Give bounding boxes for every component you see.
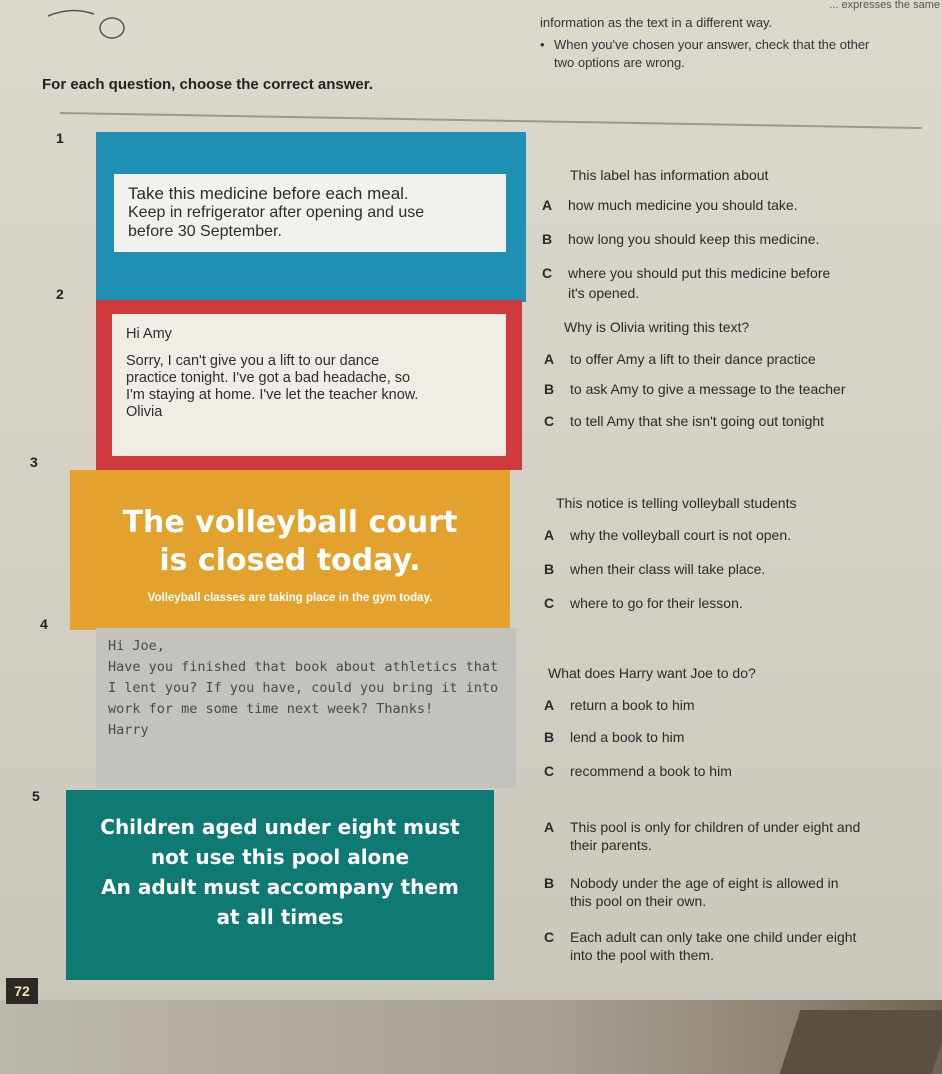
option-2c[interactable]: C to tell Amy that she isn't going out tonight xyxy=(544,413,825,429)
question-prompt-2: Why is Olivia writing this text? xyxy=(564,319,750,335)
sign-line: Take this medicine before each meal. xyxy=(128,184,409,203)
option-1a[interactable]: A how much medicine you should take. xyxy=(542,197,798,213)
tips-line-2b: two options are wrong. xyxy=(554,55,685,70)
notice-headline: The volleyball court xyxy=(122,505,458,540)
sign-line: not use this pool alone xyxy=(150,845,410,869)
medicine-label-sign xyxy=(96,132,526,302)
option-5b[interactable]: B Nobody under the age of eight is allowed in xyxy=(544,875,839,891)
tips-fragment: ... expresses the same xyxy=(829,0,940,11)
sign-line: An adult must accompany them xyxy=(101,875,459,899)
option-4a[interactable]: A return a book to him xyxy=(544,697,695,713)
option-5b-continued: this pool on their own. xyxy=(570,893,707,909)
option-2a[interactable]: A to offer Amy a lift to their dance practice xyxy=(544,351,816,367)
option-3a[interactable]: A why the volleyball court is not open. xyxy=(544,527,792,543)
option-2b[interactable]: B to ask Amy to give a message to the teacher xyxy=(544,381,846,397)
question-number-2: 2 xyxy=(56,286,64,302)
divider-line xyxy=(60,112,922,129)
option-1c[interactable]: C where you should put this medicine before xyxy=(542,265,831,281)
question-prompt-3: This notice is telling volleyball students xyxy=(556,495,797,511)
sign-line: I'm staying at home. I've let the teacher know. xyxy=(126,387,419,403)
pencil-scribble xyxy=(46,2,136,42)
note-line: Harry xyxy=(108,722,149,738)
tips-line-2a: When you've chosen your answer, check that the other xyxy=(554,37,870,52)
question-prompt-1: This label has information about xyxy=(570,167,769,183)
tips-line-1: information as the text in a different way. xyxy=(540,15,773,30)
handwritten-note-sign xyxy=(96,628,516,788)
note-line: Hi Joe, xyxy=(108,638,165,654)
question-number-1: 1 xyxy=(56,130,64,146)
note-line: Have you finished that book about athletics that xyxy=(108,659,499,675)
option-1b[interactable]: B how long you should keep this medicine. xyxy=(542,231,820,247)
question-number-5: 5 xyxy=(32,788,40,804)
sign-line: Sorry, I can't give you a lift to our dance xyxy=(126,353,380,369)
question-prompt-4: What does Harry want Joe to do? xyxy=(548,665,756,681)
exam-tips xyxy=(540,0,940,72)
background-surface xyxy=(780,1010,942,1074)
sign-line: Children aged under eight must xyxy=(100,815,460,839)
pool-rules-sign xyxy=(66,790,494,980)
sign-line: at all times xyxy=(216,905,344,929)
option-3b[interactable]: B when their class will take place. xyxy=(544,561,766,577)
bullet-icon: • xyxy=(540,37,545,52)
notice-headline: is closed today. xyxy=(159,543,421,578)
option-5a-continued: their parents. xyxy=(570,837,652,853)
option-4c[interactable]: C recommend a book to him xyxy=(544,763,732,779)
option-4b[interactable]: B lend a book to him xyxy=(544,729,685,745)
note-line: work for me some time next week? Thanks! xyxy=(108,701,434,717)
sign-line: Keep in refrigerator after opening and use xyxy=(128,204,425,221)
volleyball-notice-sign xyxy=(70,470,510,630)
sign-line: before 30 September. xyxy=(128,223,282,240)
question-number-4: 4 xyxy=(40,616,48,632)
notice-subtext: Volleyball classes are taking place in the gym today. xyxy=(147,592,433,604)
page-number: 72 xyxy=(6,978,38,1004)
medicine-label-text xyxy=(114,174,506,252)
option-1c-continued: it's opened. xyxy=(568,285,640,301)
text-message-sign xyxy=(96,300,522,470)
question-number-3: 3 xyxy=(30,454,38,470)
sign-line: Hi Amy xyxy=(126,326,172,342)
option-5c[interactable]: C Each adult can only take one child under eight xyxy=(544,929,857,945)
sign-line: Olivia xyxy=(126,404,163,420)
sign-line: practice tonight. I've got a bad headache, so xyxy=(126,370,411,386)
option-3c[interactable]: C where to go for their lesson. xyxy=(544,595,743,611)
instruction-heading: For each question, choose the correct answer. xyxy=(42,76,373,93)
note-line: I lent you? If you have, could you bring it into xyxy=(108,680,499,696)
text-message-body xyxy=(112,314,506,456)
option-5c-continued: into the pool with them. xyxy=(570,947,714,963)
option-5a[interactable]: A This pool is only for children of under eight and xyxy=(544,819,861,835)
